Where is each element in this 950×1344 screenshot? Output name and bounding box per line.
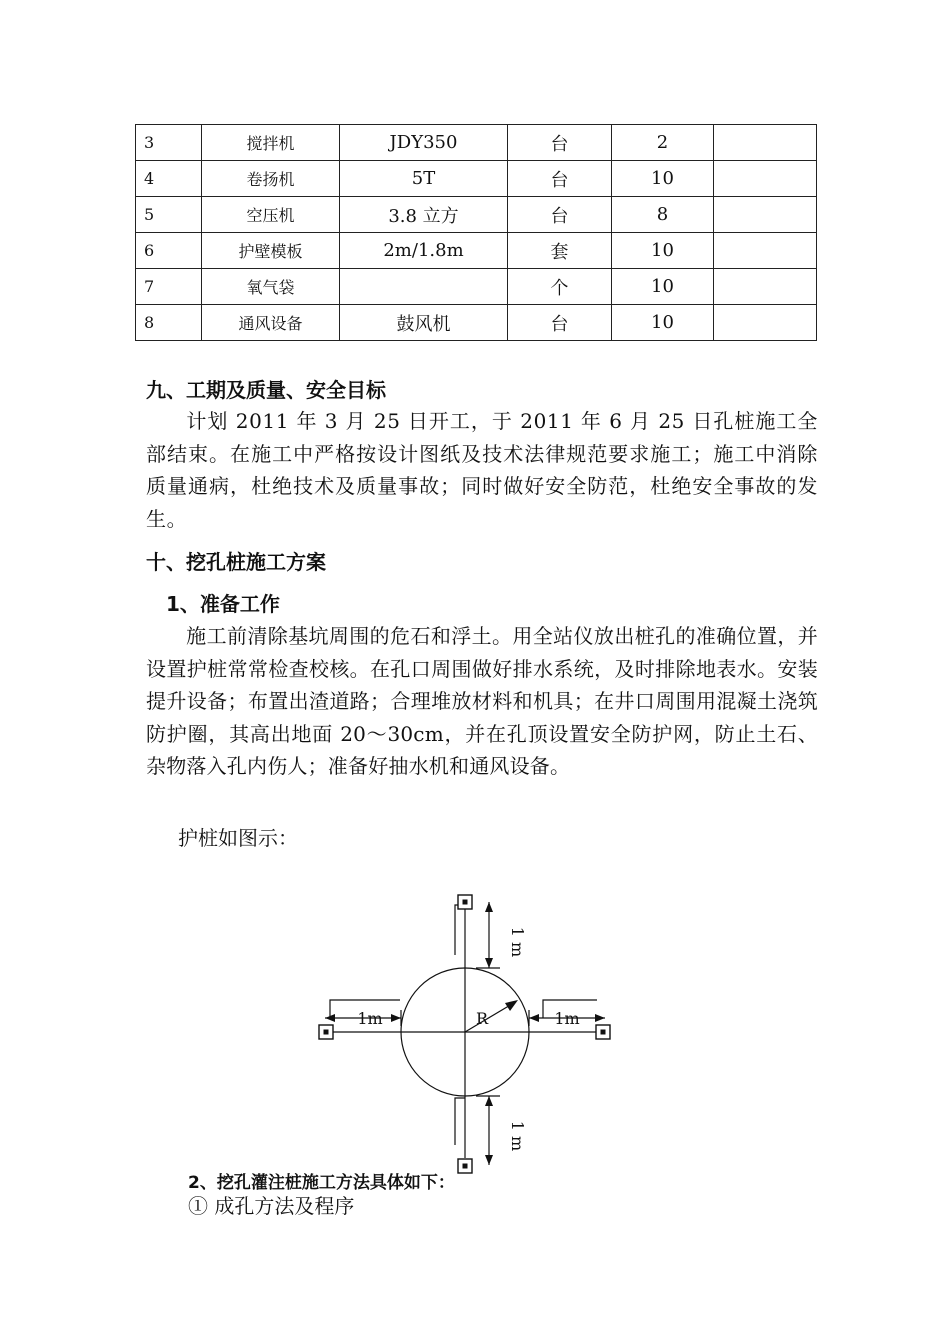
equipment-qty: 8: [612, 197, 714, 233]
subsection-2-item-1: ① 成孔方法及程序: [188, 1194, 355, 1218]
equipment-qty: 10: [612, 269, 714, 305]
equipment-qty: 10: [612, 305, 714, 341]
section-9-body-text: 计划 2011 年 3 月 25 日开工，于 2011 年 6 月 25 日孔桩施工全部结束。在施工中严格按设计图纸及技术法律规范要求施工；施工中消除质量通病，杜绝技术及质量事故；同时做好安全防范，杜绝安全事故的发生。: [146, 409, 818, 531]
right-marker: [596, 1025, 610, 1039]
table-row: [136, 233, 817, 269]
left-dimension-label: 1m: [357, 1009, 383, 1028]
row-number: 6: [136, 233, 202, 269]
section-9-heading: 九、工期及质量、安全目标: [146, 378, 386, 402]
left-marker: [319, 1025, 333, 1039]
equipment-unit: 套: [508, 233, 612, 269]
equipment-name: 搅拌机: [202, 125, 340, 161]
equipment-spec: JDY350: [340, 125, 508, 161]
equipment-unit: 台: [508, 305, 612, 341]
left-dim-arrow: [391, 1014, 401, 1022]
right-dimension-label: 1m: [554, 1009, 580, 1028]
top-dimension-label: 1 m: [508, 926, 527, 958]
bottom-dimension-label: 1 m: [508, 1120, 527, 1152]
table-row: [136, 305, 817, 341]
equipment-spec: 2m/1.8m: [340, 233, 508, 269]
section-9-body: [146, 405, 818, 535]
radius-line: [465, 1004, 512, 1032]
table-row: [136, 125, 817, 161]
equipment-name: 氧气袋: [202, 269, 340, 305]
equipment-spec: 鼓风机: [340, 305, 508, 341]
row-number: 8: [136, 305, 202, 341]
diagram-caption: 护桩如图示：: [178, 826, 298, 850]
top-dim-arrow: [485, 902, 493, 912]
equipment-note: [714, 269, 817, 305]
equipment-spec: 3.8 立方: [340, 197, 508, 233]
pile-protection-diagram: [300, 880, 640, 1180]
table-row: [136, 269, 817, 305]
bottom-dim-arrow: [485, 1096, 493, 1106]
right-dim-arrow: [529, 1014, 539, 1022]
equipment-note: [714, 233, 817, 269]
subsection-1-heading: 1、准备工作: [166, 592, 280, 616]
equipment-name: 空压机: [202, 197, 340, 233]
equipment-name: 护壁模板: [202, 233, 340, 269]
equipment-note: [714, 305, 817, 341]
leader-line: [455, 905, 465, 955]
subsection-2-heading: 2、挖孔灌注桩施工方法具体如下：: [188, 1173, 455, 1193]
subsection-1-body: [146, 620, 818, 783]
equipment-unit: 个: [508, 269, 612, 305]
equipment-unit: 台: [508, 197, 612, 233]
equipment-qty: 10: [612, 233, 714, 269]
row-number: 4: [136, 161, 202, 197]
equipment-note: [714, 125, 817, 161]
equipment-note: [714, 161, 817, 197]
section-10-heading: 十、挖孔桩施工方案: [146, 550, 326, 574]
equipment-unit: 台: [508, 125, 612, 161]
radius-arrow: [505, 1000, 518, 1011]
equipment-qty: 10: [612, 161, 714, 197]
subsection-1-body-text: 施工前清除基坑周围的危石和浮土。用全站仪放出桩孔的准确位置，并设置护桩常常检查校核。在孔口周围做好排水系统，及时排除地表水。安装提升设备；布置出渣道路；合理堆放材料和机具；在井口周围用混凝土浇筑防护圈，其高出地面 20～30cm，并在孔顶设置安全防护网，防止土石、杂物落入孔内伤人；准备好抽水机和通风设备。: [146, 624, 818, 779]
right-dim-arrow: [595, 1014, 605, 1022]
equipment-qty: 2: [612, 125, 714, 161]
radius-label: R: [476, 1009, 489, 1028]
bottom-dim-arrow: [485, 1155, 493, 1165]
table-row: [136, 197, 817, 233]
row-number: 3: [136, 125, 202, 161]
bottom-marker: [458, 1159, 472, 1173]
equipment-spec: [340, 269, 508, 305]
equipment-note: [714, 197, 817, 233]
equipment-unit: 台: [508, 161, 612, 197]
equipment-name: 通风设备: [202, 305, 340, 341]
equipment-table: [135, 124, 817, 341]
row-number: 5: [136, 197, 202, 233]
top-marker: [458, 895, 472, 909]
leader-line: [455, 1098, 465, 1145]
equipment-name: 卷扬机: [202, 161, 340, 197]
table-row: [136, 161, 817, 197]
equipment-spec: 5T: [340, 161, 508, 197]
top-dim-arrow: [485, 958, 493, 968]
row-number: 7: [136, 269, 202, 305]
